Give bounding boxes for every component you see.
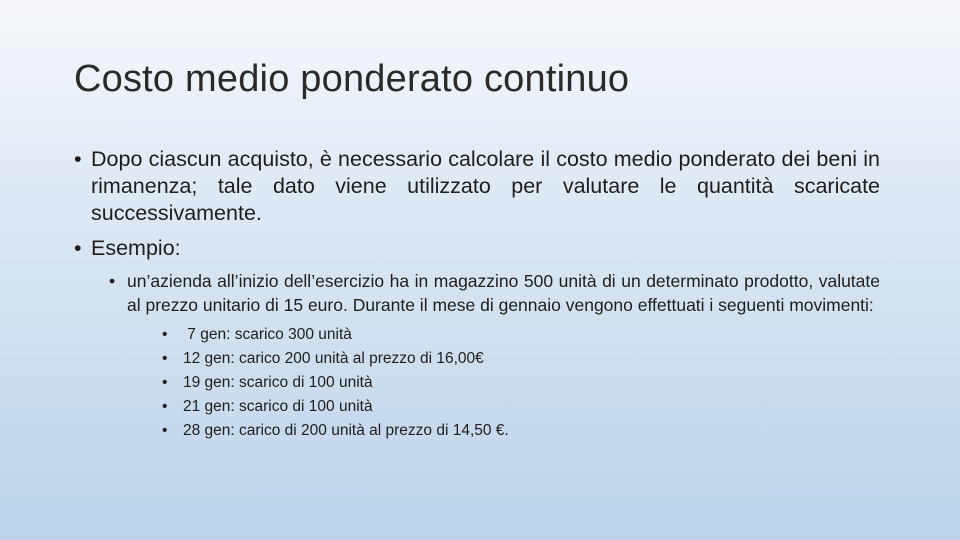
sub-bullet-text: un’azienda all’inizio dell’esercizio ha in magazzino 500 unità di un determinato prodotto, valutate al prezzo unitario di 15 euro. Durante il mese di gennaio vengono effettuati i seguenti movimenti:	[127, 271, 880, 315]
slide-body	[74, 146, 880, 443]
movement-text: 7 gen: scarico 300 unità	[183, 326, 352, 343]
movement-text: 19 gen: scarico di 100 unità	[183, 374, 373, 391]
bullet-marker: •	[74, 147, 82, 171]
movement-item	[162, 395, 880, 419]
bullet-marker: •	[162, 374, 168, 391]
bullet-marker: •	[109, 271, 116, 291]
movement-item	[162, 347, 880, 371]
bullet-text: Dopo ciascun acquisto, è necessario calcolare il costo medio ponderato dei beni in rimanenza; tale dato viene utilizzato per valutare le quantità scaricate successivamente.	[91, 147, 880, 225]
bullet-marker: •	[162, 422, 168, 439]
movement-text: 21 gen: scarico di 100 unità	[183, 398, 373, 415]
movement-item	[162, 419, 880, 443]
sub-bullet-item	[109, 270, 880, 317]
movement-item	[162, 323, 880, 347]
movement-text: 28 gen: carico di 200 unità al prezzo di 14,50 €.	[183, 422, 509, 439]
bullet-text: Esempio:	[91, 236, 181, 260]
bullet-marker: •	[162, 350, 168, 367]
movement-text: 12 gen: carico 200 unità al prezzo di 16,00€	[183, 350, 484, 367]
bullet-item	[74, 146, 880, 227]
bullet-marker: •	[162, 326, 168, 343]
bullet-marker: •	[162, 398, 168, 415]
bullet-marker: •	[74, 236, 82, 260]
bullet-item	[74, 235, 880, 262]
slide-title: Costo medio ponderato continuo	[74, 58, 630, 100]
movement-item	[162, 371, 880, 395]
movements-list	[162, 323, 880, 443]
